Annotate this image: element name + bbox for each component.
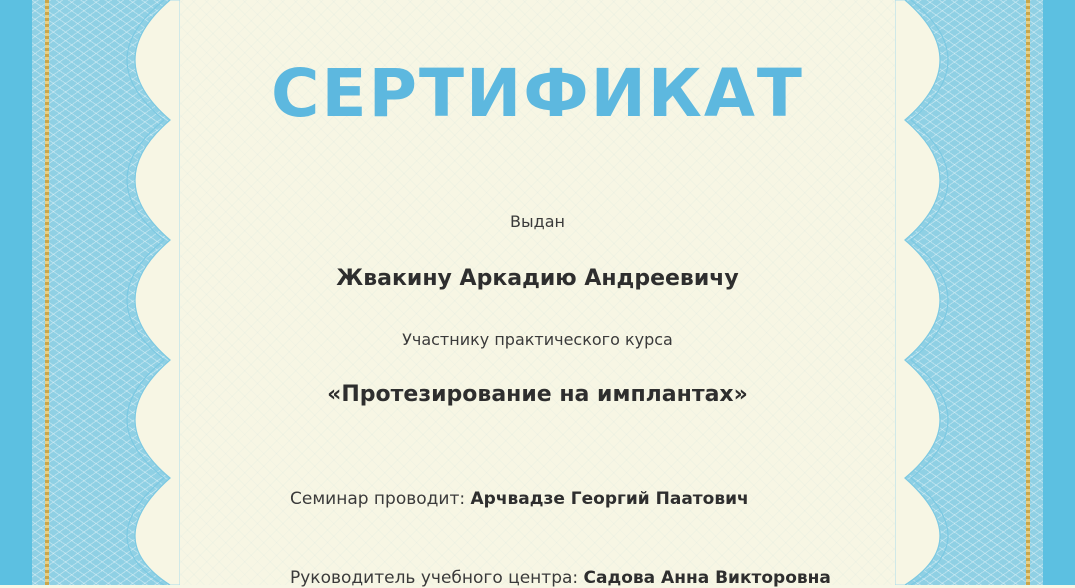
instructor-line bbox=[290, 489, 749, 509]
director-name: Садова Анна Викторовна bbox=[583, 568, 831, 588]
course-name: «Протезирование на имплантах» bbox=[327, 382, 748, 407]
director-line bbox=[290, 568, 831, 588]
instructor-label: Семинар проводит: bbox=[290, 489, 466, 509]
director-label: Руководитель учебного центра: bbox=[290, 568, 579, 588]
certificate-title: СЕРТИФИКАТ bbox=[271, 55, 804, 132]
participant-label: Участнику практического курса bbox=[402, 330, 673, 349]
issued-label: Выдан bbox=[510, 212, 565, 231]
recipient-name: Жвакину Аркадию Андреевичу bbox=[336, 266, 739, 291]
instructor-name: Арчвадзе Георгий Паатович bbox=[470, 489, 749, 509]
